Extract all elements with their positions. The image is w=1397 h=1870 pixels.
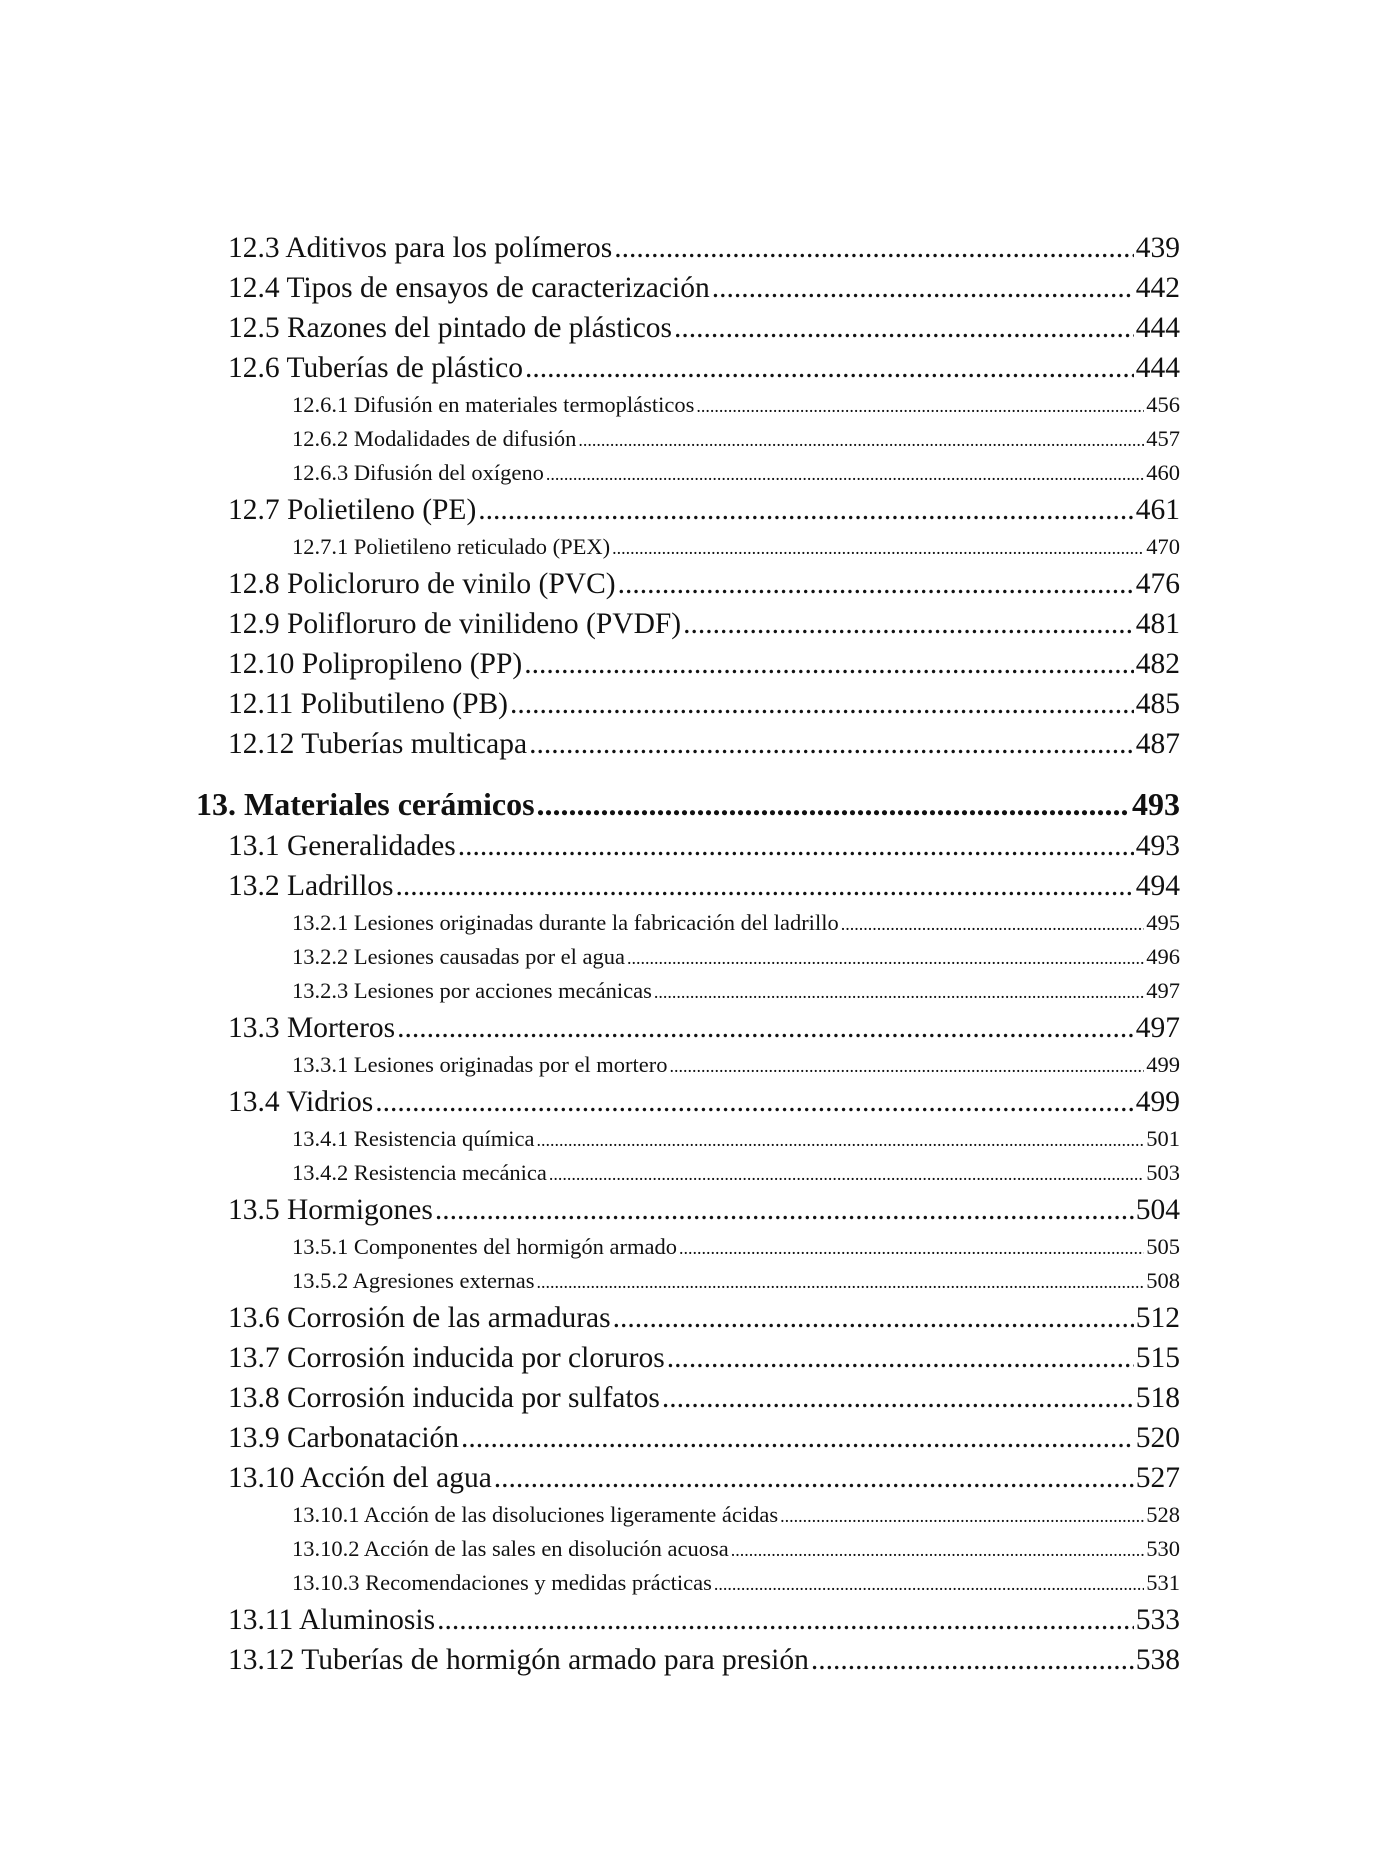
dot-leader <box>618 564 1134 604</box>
toc-entry-title: 13.6 Corrosión de las armaduras <box>228 1302 611 1334</box>
dot-leader <box>683 604 1134 644</box>
toc-entry-title: 12.3 Aditivos para los polímeros <box>228 232 613 264</box>
dot-leader <box>375 1082 1134 1122</box>
toc-entry-page-number: 515 <box>1135 1342 1180 1374</box>
toc-section-entry[interactable] <box>196 1640 1180 1680</box>
dot-leader <box>811 1640 1134 1680</box>
toc-entry-page-number: 481 <box>1135 608 1180 640</box>
toc-entry-page-number: 495 <box>1146 910 1180 935</box>
dot-leader <box>841 906 1145 941</box>
toc-entry-title: 12.7 Polietileno (PE) <box>228 494 477 526</box>
toc-entry-page-number: 476 <box>1135 568 1180 600</box>
toc-entry-title: 13.5 Hormigones <box>228 1194 433 1226</box>
toc-section-entry[interactable] <box>196 1298 1180 1338</box>
toc-entry-title: 12.6.2 Modalidades de difusión <box>292 426 577 451</box>
toc-section-entry[interactable] <box>196 1600 1180 1640</box>
toc-entry-title: 13.5.2 Agresiones externas <box>292 1268 535 1293</box>
toc-entry-title: 13.4.2 Resistencia mecánica <box>292 1160 547 1185</box>
toc-entry-page-number: 457 <box>1146 426 1180 451</box>
dot-leader <box>578 422 1144 457</box>
toc-entry-title: 13.3 Morteros <box>228 1012 396 1044</box>
dot-leader <box>613 1298 1134 1338</box>
toc-entry-page-number: 485 <box>1135 688 1180 720</box>
toc-entry-page-number: 493 <box>1132 786 1180 822</box>
toc-entry-page-number: 499 <box>1135 1086 1180 1118</box>
toc-entry-page-number: 518 <box>1135 1382 1180 1414</box>
toc-entry-page-number: 512 <box>1135 1302 1180 1334</box>
dot-leader <box>612 530 1144 565</box>
toc-entry-page-number: 531 <box>1146 1570 1180 1595</box>
toc-entry-page-number: 496 <box>1146 944 1180 969</box>
toc-entry-page-number: 444 <box>1135 352 1180 384</box>
toc-entry-title: 12.7.1 Polietileno reticulado (PEX) <box>292 534 611 559</box>
toc-entry-title: 13. Materiales cerámicos <box>196 786 535 822</box>
toc-entry-page-number: 533 <box>1135 1604 1180 1636</box>
dot-leader <box>780 1498 1144 1533</box>
toc-entry-page-number: 538 <box>1135 1644 1180 1676</box>
toc-entry-title: 12.12 Tuberías multicapa <box>228 728 528 760</box>
toc-entry-title: 13.12 Tuberías de hormigón armado para presión <box>228 1644 809 1676</box>
toc-entry-title: 13.3.1 Lesiones originadas por el mortero <box>292 1052 668 1077</box>
toc-entry-title: 13.5.1 Componentes del hormigón armado <box>292 1234 677 1259</box>
dot-leader <box>437 1600 1134 1640</box>
dot-leader <box>679 1230 1144 1265</box>
toc-entry-title: 12.6.3 Difusión del oxígeno <box>292 460 544 485</box>
toc-entry-title: 13.4 Vidrios <box>228 1086 374 1118</box>
dot-leader <box>461 1418 1134 1458</box>
toc-section-entry[interactable] <box>196 1190 1180 1230</box>
dot-leader <box>714 1566 1144 1601</box>
toc-chapter-entry[interactable] <box>196 782 1180 826</box>
dot-leader <box>670 1048 1145 1083</box>
toc-section-entry[interactable] <box>196 490 1180 530</box>
dot-leader <box>654 974 1144 1009</box>
toc-entry-title: 13.10.1 Acción de las disoluciones ligeramente ácidas <box>292 1502 779 1527</box>
toc-subsection-entry[interactable] <box>196 1264 1180 1298</box>
dot-leader <box>494 1458 1134 1498</box>
toc-section-entry[interactable] <box>196 1418 1180 1458</box>
toc-entry-title: 12.11 Polibutileno (PB) <box>228 688 508 720</box>
toc-section-entry[interactable] <box>196 724 1180 764</box>
toc-entry-title: 13.2.2 Lesiones causadas por el agua <box>292 944 626 969</box>
toc-entry-page-number: 460 <box>1146 460 1180 485</box>
toc-section-entry[interactable] <box>196 604 1180 644</box>
toc-entry-page-number: 505 <box>1146 1234 1180 1259</box>
toc-entry-title: 13.2.3 Lesiones por acciones mecánicas <box>292 978 652 1003</box>
toc-entry-title: 13.2.1 Lesiones originadas durante la fabricación del ladrillo <box>292 910 839 935</box>
toc-section-entry[interactable] <box>196 1378 1180 1418</box>
toc-entry-title: 13.10.2 Acción de las sales en disolución acuosa <box>292 1536 729 1561</box>
toc-entry-title: 12.6 Tuberías de plástico <box>228 352 523 384</box>
toc-section-entry[interactable] <box>196 1458 1180 1498</box>
dot-leader <box>667 1338 1134 1378</box>
toc-section-entry[interactable] <box>196 1082 1180 1122</box>
toc-subsection-entry[interactable] <box>196 388 1180 422</box>
toc-entry-page-number: 499 <box>1146 1052 1180 1077</box>
toc-entry-title: 12.5 Razones del pintado de plásticos <box>228 312 673 344</box>
toc-entry-page-number: 456 <box>1146 392 1180 417</box>
dot-leader <box>510 684 1134 724</box>
toc-section-entry[interactable] <box>196 866 1180 906</box>
dot-leader <box>478 490 1133 530</box>
dot-leader <box>549 1156 1144 1191</box>
toc-subsection-entry[interactable] <box>196 1048 1180 1082</box>
toc-section-entry[interactable] <box>196 684 1180 724</box>
dot-leader <box>536 1122 1144 1157</box>
dot-leader <box>537 782 1130 826</box>
toc-subsection-entry[interactable] <box>196 974 1180 1008</box>
toc-section-entry[interactable] <box>196 228 1180 268</box>
dot-leader <box>435 1190 1134 1230</box>
toc-entry-page-number: 494 <box>1135 870 1180 902</box>
toc-section-entry[interactable] <box>196 1338 1180 1378</box>
dot-leader <box>397 1008 1134 1048</box>
toc-entry-title: 13.1 Generalidades <box>228 830 456 862</box>
toc-entry-title: 12.8 Policloruro de vinilo (PVC) <box>228 568 616 600</box>
toc-entry-title: 13.9 Carbonatación <box>228 1422 460 1454</box>
toc-subsection-entry[interactable] <box>196 1566 1180 1600</box>
dot-leader <box>525 348 1134 388</box>
toc-entry-page-number: 504 <box>1135 1194 1180 1226</box>
dot-leader <box>674 308 1134 348</box>
toc-entry-page-number: 497 <box>1135 1012 1180 1044</box>
toc-entry-title: 13.2 Ladrillos <box>228 870 394 902</box>
toc-entry-page-number: 520 <box>1135 1422 1180 1454</box>
toc-entry-title: 12.4 Tipos de ensayos de caracterización <box>228 272 710 304</box>
toc-section-entry[interactable] <box>196 826 1180 866</box>
dot-leader <box>614 228 1133 268</box>
toc-entry-page-number: 482 <box>1135 648 1180 680</box>
toc-entry-page-number: 528 <box>1146 1502 1180 1527</box>
table-of-contents <box>196 228 1180 1680</box>
toc-subsection-entry[interactable] <box>196 1156 1180 1190</box>
toc-entry-page-number: 501 <box>1146 1126 1180 1151</box>
toc-entry-page-number: 461 <box>1135 494 1180 526</box>
toc-entry-page-number: 487 <box>1135 728 1180 760</box>
toc-entry-title: 12.10 Polipropileno (PP) <box>228 648 523 680</box>
toc-entry-title: 12.6.1 Difusión en materiales termoplásticos <box>292 392 695 417</box>
toc-entry-title: 13.7 Corrosión inducida por cloruros <box>228 1342 665 1374</box>
dot-leader <box>529 724 1134 764</box>
toc-entry-page-number: 470 <box>1146 534 1180 559</box>
toc-entry-page-number: 508 <box>1146 1268 1180 1293</box>
toc-subsection-entry[interactable] <box>196 456 1180 490</box>
toc-entry-title: 13.10 Acción del agua <box>228 1462 492 1494</box>
toc-subsection-entry[interactable] <box>196 1532 1180 1566</box>
toc-section-entry[interactable] <box>196 348 1180 388</box>
toc-entry-page-number: 439 <box>1135 232 1180 264</box>
toc-entry-page-number: 442 <box>1135 272 1180 304</box>
toc-entry-title: 13.4.1 Resistencia química <box>292 1126 535 1151</box>
toc-entry-title: 12.9 Polifloruro de vinilideno (PVDF) <box>228 608 682 640</box>
toc-subsection-entry[interactable] <box>196 422 1180 456</box>
toc-entry-page-number: 493 <box>1135 830 1180 862</box>
toc-entry-title: 13.10.3 Recomendaciones y medidas prácticas <box>292 1570 712 1595</box>
dot-leader <box>731 1532 1144 1567</box>
toc-entry-title: 13.11 Aluminosis <box>228 1604 436 1636</box>
dot-leader <box>536 1264 1144 1299</box>
dot-leader <box>524 644 1134 684</box>
toc-entry-title: 13.8 Corrosión inducida por sulfatos <box>228 1382 660 1414</box>
dot-leader <box>627 940 1144 975</box>
toc-entry-page-number: 444 <box>1135 312 1180 344</box>
toc-section-entry[interactable] <box>196 268 1180 308</box>
dot-leader <box>662 1378 1134 1418</box>
toc-section-entry[interactable] <box>196 1008 1180 1048</box>
dot-leader <box>712 268 1134 308</box>
toc-subsection-entry[interactable] <box>196 530 1180 564</box>
toc-entry-page-number: 527 <box>1135 1462 1180 1494</box>
dot-leader <box>696 388 1144 423</box>
toc-subsection-entry[interactable] <box>196 940 1180 974</box>
dot-leader <box>458 826 1134 866</box>
toc-section-entry[interactable] <box>196 644 1180 684</box>
toc-entry-page-number: 497 <box>1146 978 1180 1003</box>
toc-subsection-entry[interactable] <box>196 1122 1180 1156</box>
toc-entry-page-number: 530 <box>1146 1536 1180 1561</box>
dot-leader <box>396 866 1134 906</box>
toc-section-entry[interactable] <box>196 308 1180 348</box>
toc-entry-page-number: 503 <box>1146 1160 1180 1185</box>
dot-leader <box>546 456 1144 491</box>
toc-subsection-entry[interactable] <box>196 1230 1180 1264</box>
toc-section-entry[interactable] <box>196 564 1180 604</box>
toc-subsection-entry[interactable] <box>196 1498 1180 1532</box>
toc-subsection-entry[interactable] <box>196 906 1180 940</box>
